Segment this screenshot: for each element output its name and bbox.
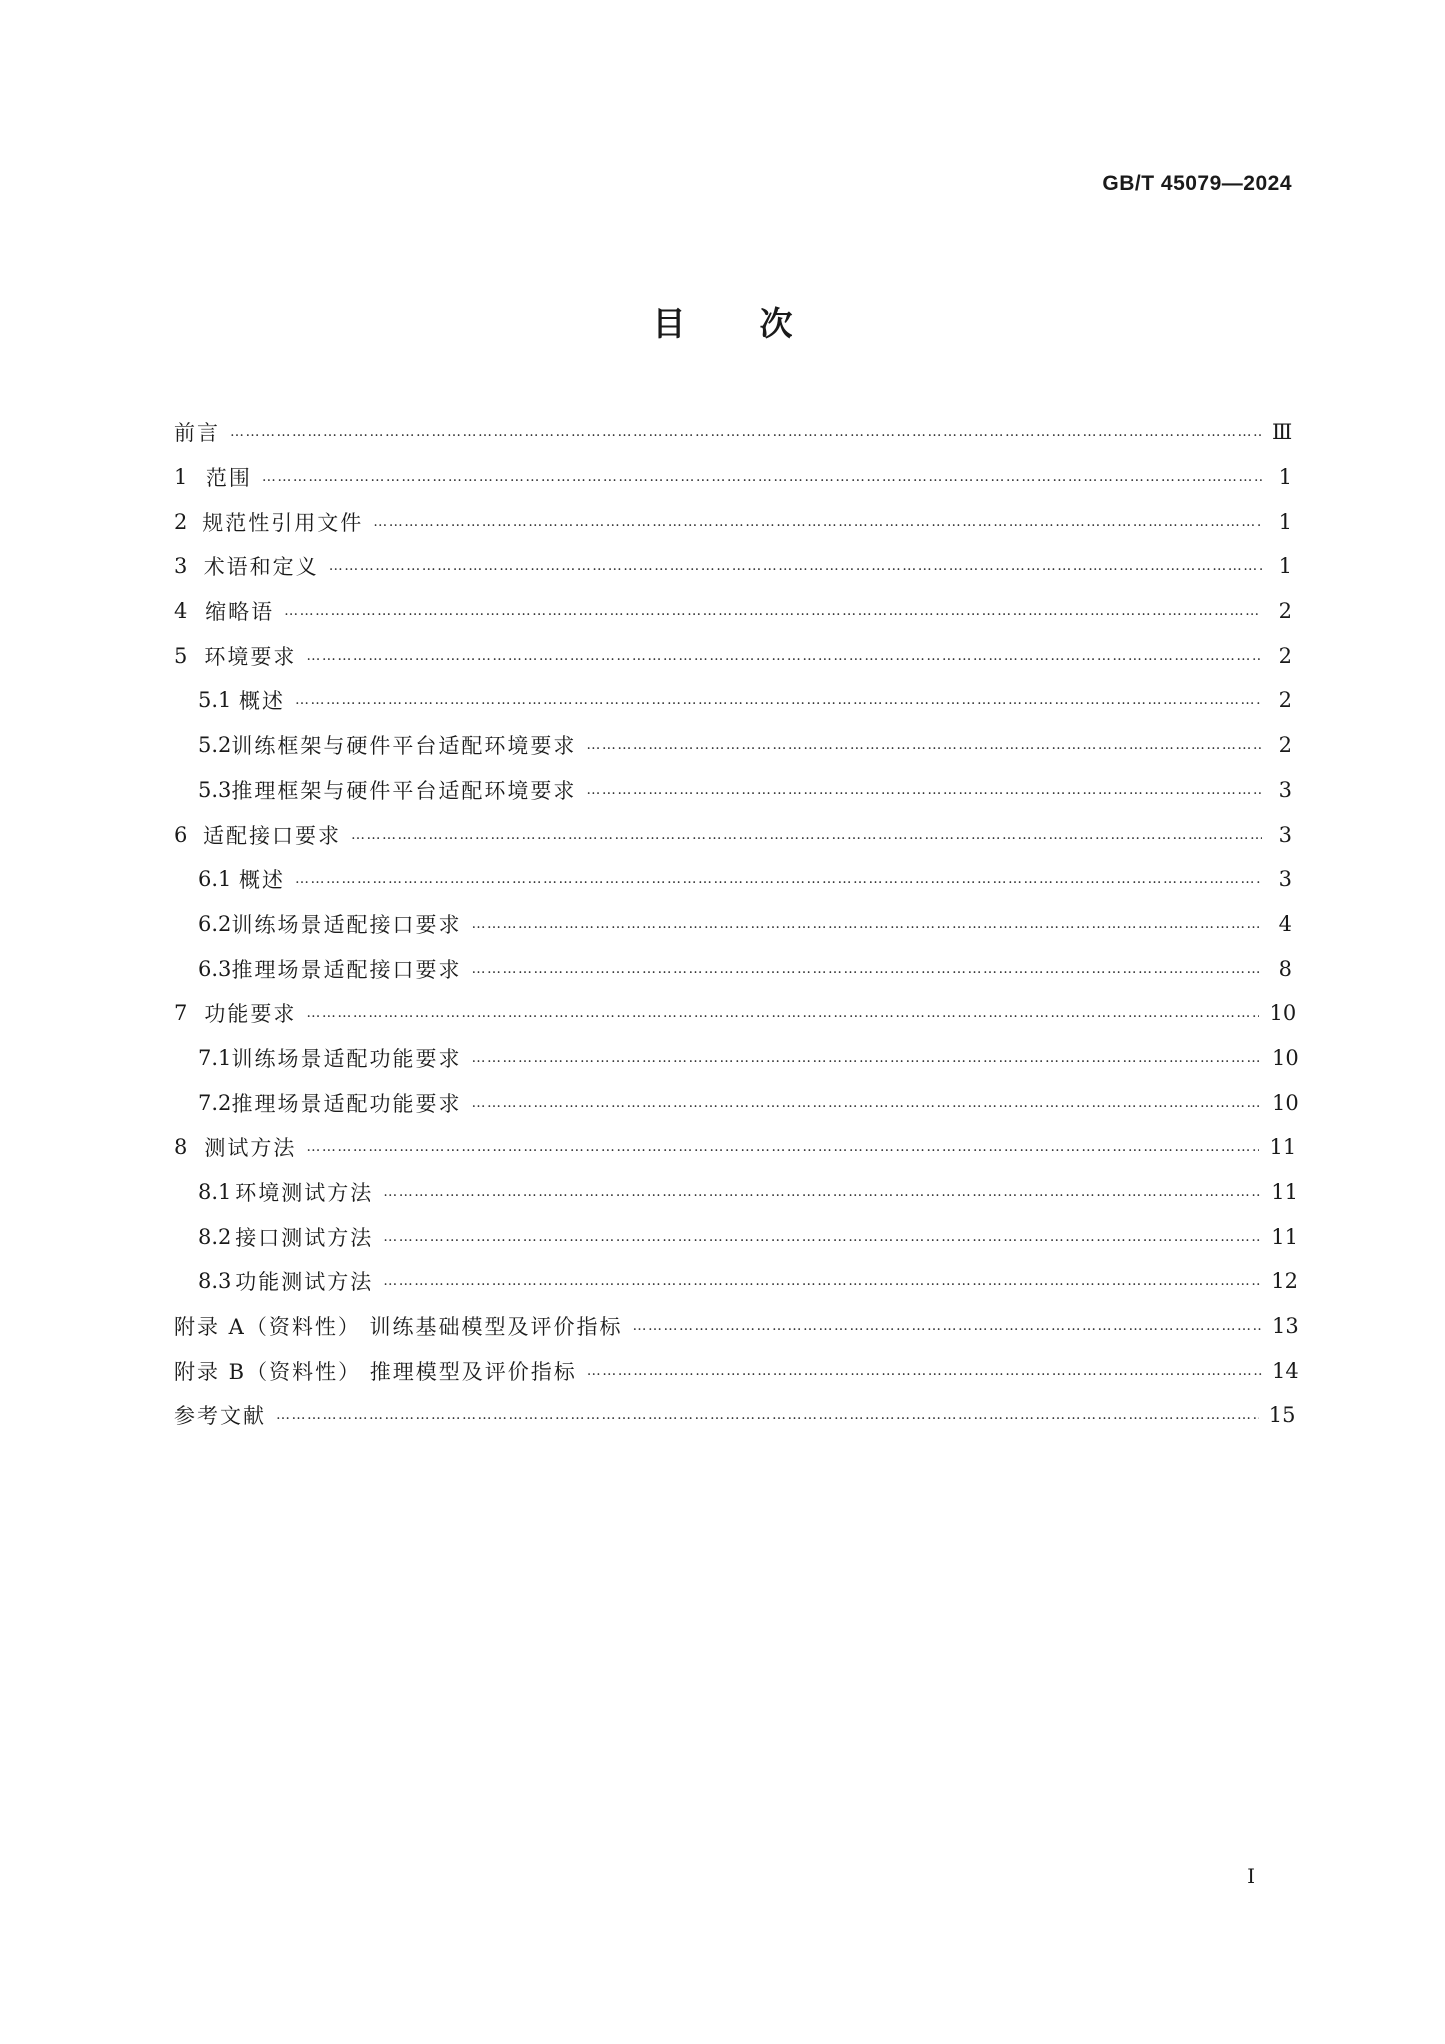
toc-item-page: 3 [1278,867,1292,892]
toc-item-7-2[interactable] [174,1080,1299,1125]
toc-item-number: 5.1 [198,688,232,713]
toc-item-label: 接口测试方法 [235,1225,374,1250]
toc-item-label: 术语和定义 [203,555,319,580]
toc-item-page: 11 [1271,1180,1298,1205]
toc-item-appendix-b[interactable] [174,1348,1299,1393]
toc-item-page: 11 [1271,1224,1298,1249]
dot-leader [306,1139,1259,1155]
toc-item-page: 3 [1278,777,1292,802]
toc-item-page: 15 [1268,1403,1296,1428]
toc-item-number: 8 [174,1135,188,1160]
toc-item-label: 附录 B（资料性） 推理模型及评价指标 [174,1359,577,1384]
toc-item-page: 12 [1271,1269,1298,1294]
dot-leader [472,961,1262,977]
toc-item-7-1[interactable] [174,1036,1299,1081]
dot-leader [230,424,1262,440]
title-char-2: 次 [759,304,793,343]
toc-item-page: 10 [1269,1001,1297,1026]
toc-item-8[interactable] [174,1125,1297,1170]
toc-item-label: 推理场景适配功能要求 [231,1091,462,1116]
toc-item-3[interactable] [174,544,1292,589]
toc-item-8-3[interactable] [174,1259,1298,1304]
table-of-contents [174,410,1299,1438]
toc-item-page: 2 [1278,643,1292,668]
dot-leader [633,1318,1262,1334]
toc-item-number: 1 [174,465,188,490]
toc-item-6-3[interactable] [174,946,1292,991]
toc-item-number: 5.2 [198,733,232,758]
toc-item-6[interactable] [174,812,1292,857]
toc-item-7[interactable] [174,991,1297,1036]
toc-item-label: 适配接口要求 [202,823,341,848]
toc-item-5-1[interactable] [174,678,1292,723]
toc-item-number: 7.1 [198,1045,232,1070]
toc-item-page: 3 [1278,822,1292,847]
toc-item-number: 6.2 [198,911,232,936]
toc-item-page: 2 [1278,599,1292,624]
toc-item-number: 8.3 [198,1269,232,1294]
dot-leader [383,1273,1261,1289]
dot-leader [472,1050,1262,1066]
toc-item-6-1[interactable] [174,857,1292,902]
toc-item-page: Ⅲ [1272,420,1293,445]
toc-item-page: 2 [1278,733,1292,758]
dot-leader [472,916,1262,932]
dot-leader [295,871,1262,887]
toc-item-label: 附录 A（资料性） 训练基础模型及评价指标 [174,1315,623,1340]
toc-item-page: 10 [1272,1090,1299,1115]
toc-item-number: 7.2 [198,1090,232,1115]
toc-item-label: 训练框架与硬件平台适配环境要求 [231,734,577,759]
toc-item-label: 概述 [239,689,286,714]
toc-item-number: 6 [174,822,188,847]
toc-item-page: 4 [1278,911,1292,936]
dot-leader [586,737,1262,753]
toc-item-label: 概述 [239,868,286,893]
toc-item-label: 测试方法 [204,1136,297,1161]
toc-item-5-2[interactable] [174,723,1292,768]
toc-item-8-1[interactable] [174,1170,1298,1215]
toc-item-number: 7 [174,1001,188,1026]
dot-leader [329,558,1262,574]
dot-leader [586,782,1262,798]
toc-item-references[interactable] [174,1393,1296,1438]
toc-item-number: 5 [174,643,188,668]
toc-item-2[interactable] [174,499,1292,544]
dot-leader [276,1407,1259,1423]
dot-leader [306,648,1262,664]
toc-item-label: 规范性引用文件 [202,510,364,535]
toc-item-label: 功能要求 [204,1002,297,1027]
toc-item-number: 5.3 [198,777,232,802]
toc-item-5-3[interactable] [174,768,1292,813]
toc-item-label: 推理框架与硬件平台适配环境要求 [231,778,577,803]
title-char-1: 目 [652,304,686,343]
toc-item-number: 4 [174,599,188,624]
toc-item-label: 环境测试方法 [235,1181,374,1206]
toc-item-page: 1 [1278,465,1292,490]
toc-item-foreword[interactable] [174,410,1292,455]
dot-leader [351,827,1262,843]
toc-item-5[interactable] [174,633,1292,678]
toc-item-label: 训练场景适配功能要求 [231,1046,462,1071]
toc-item-number: 6.3 [198,956,232,981]
toc-item-number: 8.1 [198,1180,232,1205]
toc-item-page: 14 [1272,1358,1299,1383]
toc-item-label: 前言 [174,421,220,446]
toc-item-number: 2 [174,509,188,534]
toc-item-appendix-a[interactable] [174,1304,1299,1349]
toc-item-number: 3 [174,554,188,579]
toc-item-label: 范围 [205,466,252,491]
dot-leader [472,1095,1262,1111]
dot-leader [383,1184,1261,1200]
dot-leader [262,469,1262,485]
standard-code: GB/T 45079—2024 [1102,172,1292,195]
toc-item-page: 10 [1272,1045,1299,1070]
dot-leader [587,1363,1262,1379]
toc-item-4[interactable] [174,589,1292,634]
toc-item-1[interactable] [174,455,1292,500]
toc-item-label: 推理场景适配接口要求 [231,957,462,982]
toc-item-label: 参考文献 [174,1404,266,1429]
toc-item-page: 8 [1278,956,1292,981]
toc-item-label: 训练场景适配接口要求 [231,912,462,937]
toc-item-number: 8.2 [198,1224,232,1249]
toc-item-page: 1 [1278,509,1292,534]
dot-leader [383,1229,1261,1245]
toc-item-label: 环境要求 [204,644,297,669]
page-title [0,298,1445,345]
toc-item-6-2[interactable] [174,902,1292,947]
toc-item-label: 功能测试方法 [235,1270,374,1295]
toc-item-number: 6.1 [198,867,232,892]
toc-item-page: 13 [1272,1314,1299,1339]
toc-item-8-2[interactable] [174,1214,1298,1259]
page-number: I [1247,1864,1255,1888]
toc-item-page: 11 [1269,1135,1297,1160]
toc-item-label: 缩略语 [205,600,275,625]
toc-item-page: 2 [1278,688,1292,713]
dot-leader [295,692,1262,708]
dot-leader [373,514,1262,530]
dot-leader [284,603,1262,619]
toc-item-page: 1 [1278,554,1292,579]
dot-leader [306,1005,1259,1021]
